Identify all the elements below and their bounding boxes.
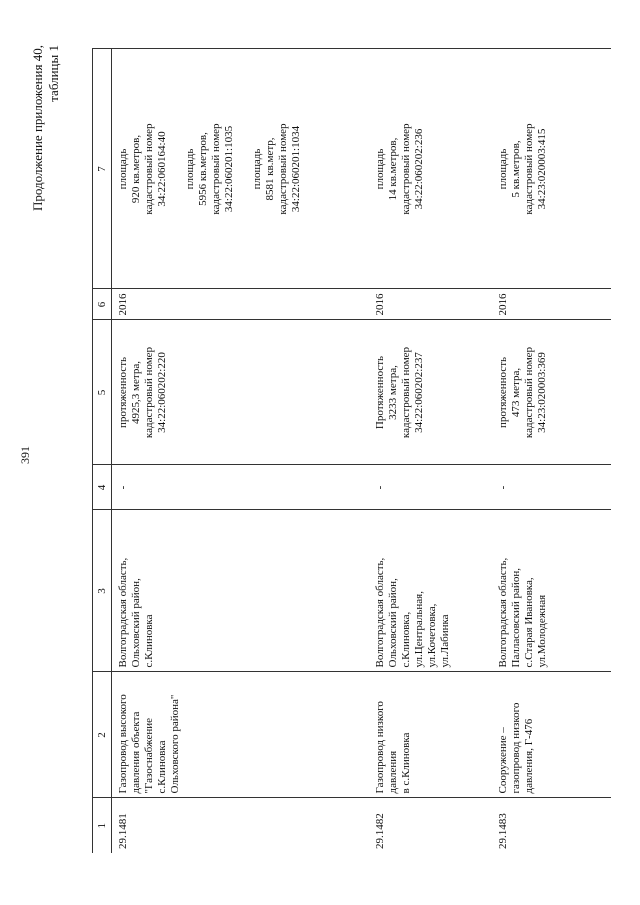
object-name: Сооружение – газопровод низкого давления, Г-476: [492, 672, 611, 798]
land-plot: площадь 5956 кв.метров, кадастровый номер 34:22:060201:1035: [184, 123, 235, 215]
object-length: протяженность 473 метра, кадастровый номер 34:23:020003:369: [492, 320, 611, 465]
column-4-value: -: [492, 465, 611, 510]
column-header: 1: [93, 798, 112, 853]
property-table: [92, 49, 611, 854]
object-address: Волгоградская область, Ольховский район, с.Клиновка, ул.Центральная, ул.Кочетовка, ул.Лабинка: [369, 510, 492, 672]
column-4-value: -: [112, 465, 370, 510]
land-plot: площадь 920 кв.метров, кадастровый номер 34:22:060164:40: [117, 123, 168, 215]
object-address: Волгоградская область, Ольховский район, с.Клиновка: [112, 510, 370, 672]
row-number: 29.1482: [374, 813, 386, 849]
column-header: 7: [93, 49, 112, 289]
column-header: 6: [93, 289, 112, 320]
column-header: 5: [93, 320, 112, 465]
column-header: 4: [93, 465, 112, 510]
land-plot: площадь 8581 кв.метр, кадастровый номер 34:22:060201:1034: [251, 123, 302, 215]
land-plots-cell: [492, 49, 611, 289]
row-number: 29.1483: [497, 813, 509, 849]
year: 2016: [492, 289, 611, 320]
land-plots-cell: [112, 49, 370, 289]
year: 2016: [369, 289, 492, 320]
table-row: [369, 49, 492, 853]
land-plot: площадь 5 кв.метров, кадастровый номер 34:23:020003:415: [497, 123, 548, 215]
column-header: 2: [93, 672, 112, 798]
column-header: 3: [93, 510, 112, 672]
continuation-line-2: таблицы 1: [46, 45, 61, 102]
continuation-line-1: Продолжение приложения 40,: [30, 45, 45, 212]
column-4-value: -: [369, 465, 492, 510]
land-plot: площадь 14 кв.метров, кадастровый номер 34:22:060202:236: [374, 123, 425, 215]
row-number: 29.1481: [117, 813, 129, 849]
land-plots-cell: [369, 49, 492, 289]
continuation-note: [30, 45, 62, 211]
object-name: Газопровод низкого давления в с.Клиновка: [369, 672, 492, 798]
object-length: Протяженность 3233 метра, кадастровый номер 34:22:060202:237: [369, 320, 492, 465]
object-length: протяженность 4925,3 метра, кадастровый номер 34:22:060202:220: [112, 320, 370, 465]
page-number: 391: [18, 446, 32, 464]
object-name: Газопровод высокого давления объекта "Газоснабжение с.Клиновка Ольховского района": [112, 672, 370, 798]
header-row: [93, 49, 112, 853]
object-address: Волгоградская область, Палласовский район, с.Старая Ивановка, ул.Молодежная: [492, 510, 611, 672]
table-row: [492, 49, 611, 853]
table-row: [112, 49, 370, 853]
year: 2016: [112, 289, 370, 320]
